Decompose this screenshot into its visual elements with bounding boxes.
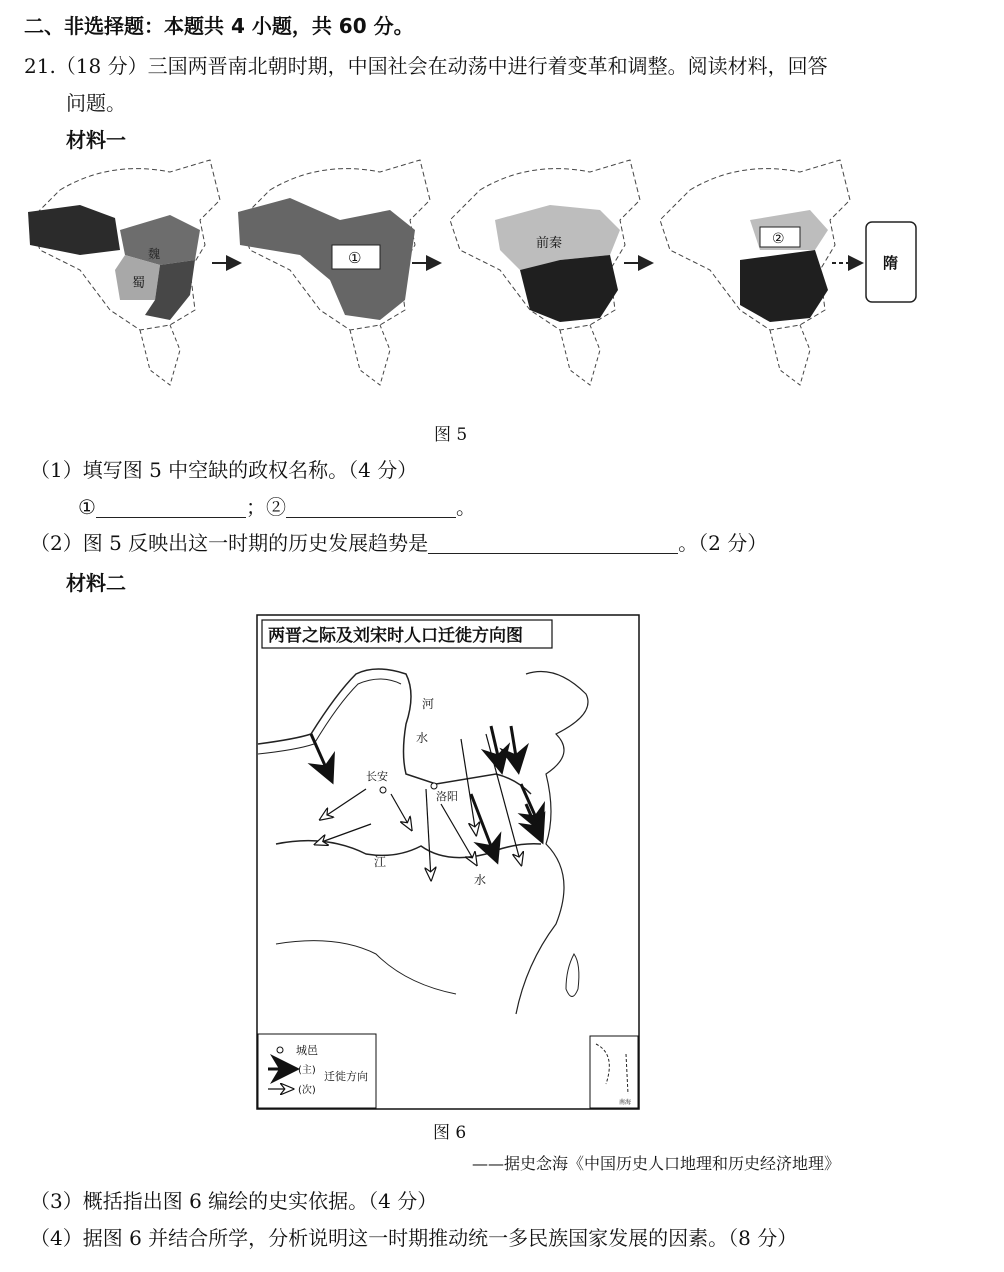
map-northern-southern <box>660 160 850 385</box>
label-changan: 长安 <box>366 770 388 783</box>
label-wei: 魏 <box>148 247 161 261</box>
legend-city-icon <box>277 1047 283 1053</box>
label-blank2: ② <box>772 231 785 247</box>
question-stem-continued: 问题。 <box>66 91 126 115</box>
label-shui2: 水 <box>474 873 487 887</box>
label-shu: 蜀 <box>132 276 146 291</box>
answer-blank-1[interactable] <box>96 497 246 518</box>
map-three-kingdoms <box>28 160 220 385</box>
label-qianqin: 前秦 <box>536 236 563 251</box>
section-title: 二、非选择题：本题共 4 小题，共 60 分。 <box>24 14 414 38</box>
figure5-caption: 图 5 <box>434 425 468 445</box>
material1-label: 材料一 <box>66 128 126 152</box>
question-stem: 21.（18 分）三国两晋南北朝时期，中国社会在动荡中进行着变革和调整。阅读材料，回答 <box>24 54 828 78</box>
subq1-text: （1）填写图 5 中空缺的政权名称。（4 分） <box>30 458 418 482</box>
material2-label: 材料二 <box>66 571 126 595</box>
figure6-caption: 图 6 <box>433 1123 467 1143</box>
label-jiang: 江 <box>374 855 387 869</box>
subq1-answers <box>78 491 476 520</box>
label-shui1: 水 <box>416 731 429 745</box>
subq2-suffix: 。（2 分） <box>678 531 768 555</box>
label-blank1: ① <box>348 249 362 267</box>
label-luoyang: 洛阳 <box>436 790 458 803</box>
blank-end: 。 <box>455 495 476 519</box>
subq2-prefix: （2）图 5 反映出这一时期的历史发展趋势是 <box>30 531 429 555</box>
inset-label: 南海 <box>619 1099 632 1106</box>
blank2-mark: ② <box>265 495 286 519</box>
figure5-maps <box>20 150 930 390</box>
city-marker-luoyang <box>431 783 437 789</box>
blank1-mark: ① <box>78 495 96 519</box>
subq3-text: （3）概括指出图 6 编绘的史实依据。（4 分） <box>30 1189 438 1213</box>
subq4-text: （4）据图 6 并结合所学，分析说明这一时期推动统一多民族国家发展的因素。（8 分） <box>30 1226 798 1250</box>
map-former-qin <box>450 160 640 385</box>
source-citation: ——据史念海《中国历史人口地理和历史经济地理》 <box>472 1154 841 1173</box>
label-sui: 隋 <box>883 254 899 272</box>
subq2-text <box>30 527 767 556</box>
answer-blank-3[interactable] <box>428 533 678 554</box>
legend-migration: 迁徙方向 <box>324 1070 368 1083</box>
legend-minor: (次) <box>298 1085 316 1096</box>
label-he: 河 <box>422 697 435 711</box>
blank-separator: ； <box>245 495 266 519</box>
map-title: 两晋之际及刘宋时人口迁徙方向图 <box>268 626 523 646</box>
city-marker-changan <box>380 787 386 793</box>
figure6-map <box>256 614 640 1110</box>
legend-city: 城邑 <box>296 1044 318 1057</box>
legend-main: (主) <box>298 1065 316 1076</box>
map-western-jin <box>238 160 430 385</box>
answer-blank-2[interactable] <box>286 497 456 518</box>
